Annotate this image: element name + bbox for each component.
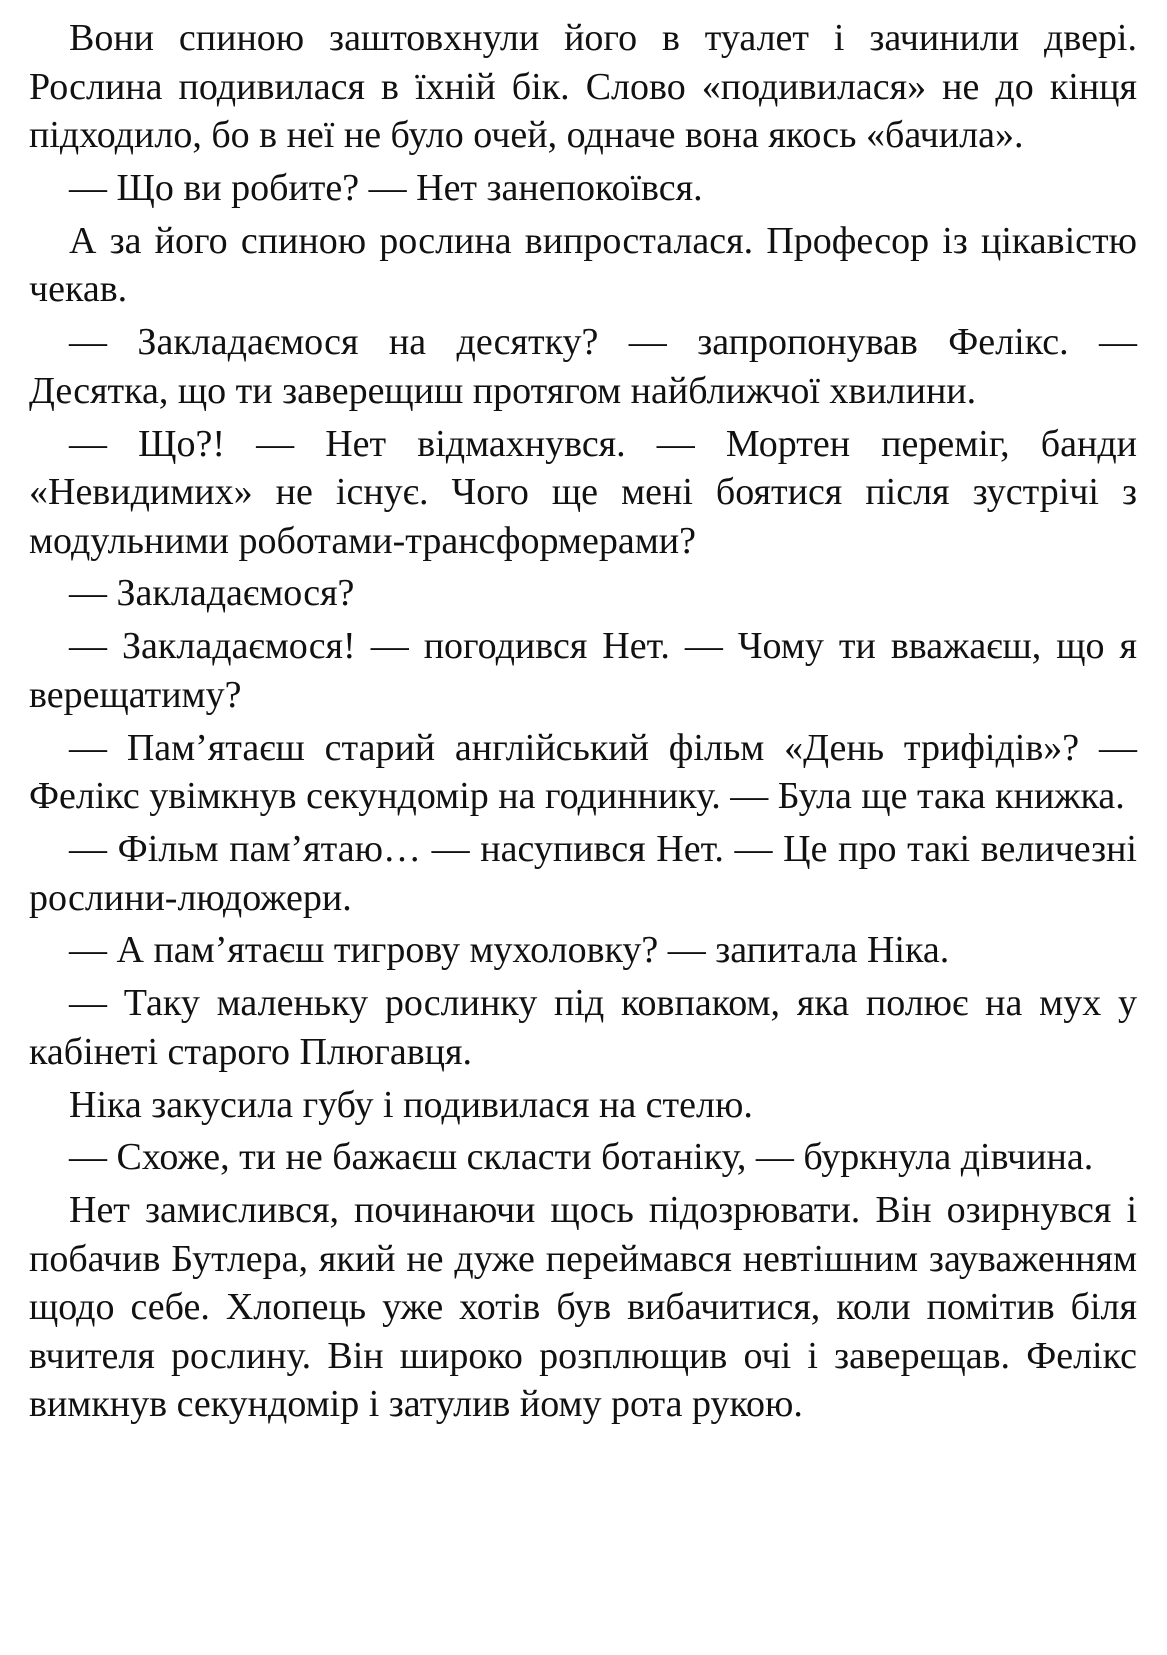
- paragraph-13: — Схоже, ти не бажаєш скласти ботаніку, — буркнула дівчина.: [69, 1136, 1094, 1179]
- paragraph-4: — Закладаємося на десятку? — запропонував Фелікс. — Десятка, що ти заверещиш протягом найближчої хвилини.: [29, 321, 1137, 412]
- paragraph-14: Нет замислився, починаючи щось підозрювати. Він озирнувся і побачив Бутлера, який не дуже переймався невтішним зауваженням щодо себе. Хлопець уже хотів був вибачитися, коли помітив біля вчителя рослину. Він широко розплющив очі і заверещав. Фелікс вимкнув секундомір і затулив йому рота рукою.: [29, 1189, 1137, 1426]
- paragraph-1: Вони спиною заштовхнули його в туалет і зачинили двері. Рослина подивилася в їхній бік. Слово «подивилася» не до кінця підходило, бо в неї не було очей, одначе вона якось «бачила».: [29, 17, 1137, 157]
- paragraph-2: — Що ви робите? — Нет занепокоївся.: [69, 166, 703, 209]
- paragraph-9: — Фільм пам’ятаю… — насупився Нет. — Це про такі величезні рослини-людожери.: [29, 828, 1137, 919]
- paragraph-5: — Що?! — Нет відмахнувся. — Мортен переміг, банди «Невидимих» не існує. Чого ще мені боятися після зустрічі з модульними роботами-трансформерами?: [29, 422, 1137, 562]
- paragraph-10: — А пам’ятаєш тигрову мухоловку? — запитала Ніка.: [69, 929, 950, 972]
- paragraph-7: — Закладаємося! — погодився Нет. — Чому ти вважаєш, що я верещатиму?: [29, 625, 1137, 716]
- page-text: [29, 14, 1137, 1433]
- paragraph-3: А за його спиною рослина випросталася. Професор із цікавістю чекав.: [29, 219, 1137, 311]
- paragraph-8: — Пам’ятаєш старий англійський фільм «День трифідів»? — Фелікс увімкнув секундомір на годиннику. — Була ще така книжка.: [29, 726, 1137, 818]
- paragraph-12: Ніка закусила губу і подивилася на стелю.: [69, 1083, 753, 1126]
- paragraph-6: — Закладаємося?: [69, 572, 355, 615]
- paragraph-11: — Таку маленьку рослинку під ковпаком, яка полює на мух у кабінеті старого Плюгавця.: [29, 982, 1137, 1073]
